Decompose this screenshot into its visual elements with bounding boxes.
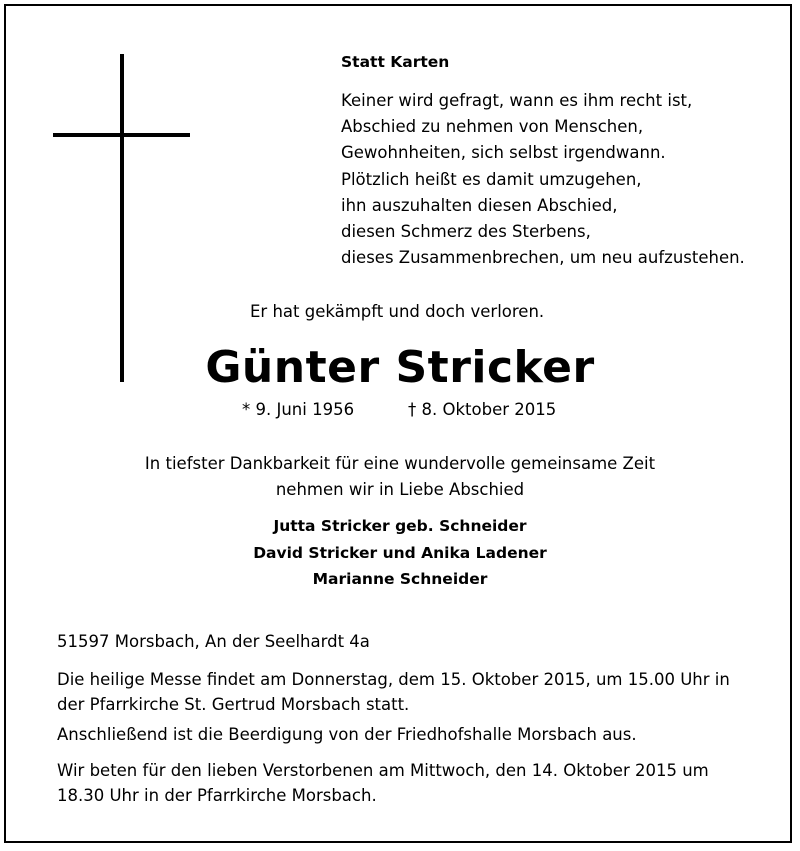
poem-line: Plötzlich heißt es damit umzugehen, [341, 169, 642, 189]
poem-line: diesen Schmerz des Sterbens, [341, 222, 591, 242]
poem-line: Abschied zu nehmen von Menschen, [341, 117, 644, 137]
mass-notice: Die heilige Messe findet am Donnerstag, dem 15. Oktober 2015, um 15.00 Uhr in der Pfarrkirche St. Gertrud Morsbach statt. [57, 670, 730, 714]
mourner-name: Marianne Schneider [312, 570, 488, 588]
statt-karten-label: Statt Karten [341, 53, 450, 71]
mourner-name: David Stricker und Anika Ladener [253, 543, 547, 562]
poem-line: Gewohnheiten, sich selbst irgendwann. [341, 143, 666, 163]
deceased-name: Günter Stricker [205, 342, 595, 393]
burial-notice: Anschließend ist die Beerdigung von der Friedhofshalle Morsbach aus. [57, 725, 637, 744]
motto: Er hat gekämpft und doch verloren. [250, 302, 545, 321]
mourners-list [0, 513, 800, 593]
poem-line: ihn auszuhalten diesen Abschied, [341, 195, 618, 215]
poem-line: Keiner wird gefragt, wann es ihm recht ist, [341, 91, 693, 110]
poem [341, 88, 745, 271]
prayer-notice: Wir beten für den lieben Verstorbenen am Mittwoch, den 14. Oktober 2015 um 18.30 Uhr in der Pfarrkirche Morsbach. [57, 761, 709, 805]
mourner-name: Jutta Stricker geb. Schneider [273, 517, 527, 535]
gratitude-line: nehmen wir in Liebe Abschied [275, 480, 525, 499]
cross-icon-vertical [120, 54, 124, 382]
address: 51597 Morsbach, An der Seelhardt 4a [57, 632, 370, 651]
birth-date: * 9. Juni 1956 [242, 400, 355, 419]
gratitude-line: In tiefster Dankbarkeit für eine wundervolle gemeinsame Zeit [144, 454, 656, 473]
death-date: † 8. Oktober 2015 [408, 400, 557, 419]
poem-line: dieses Zusammenbrechen, um neu aufzustehen. [341, 248, 745, 268]
cross-icon-horizontal [53, 133, 190, 137]
